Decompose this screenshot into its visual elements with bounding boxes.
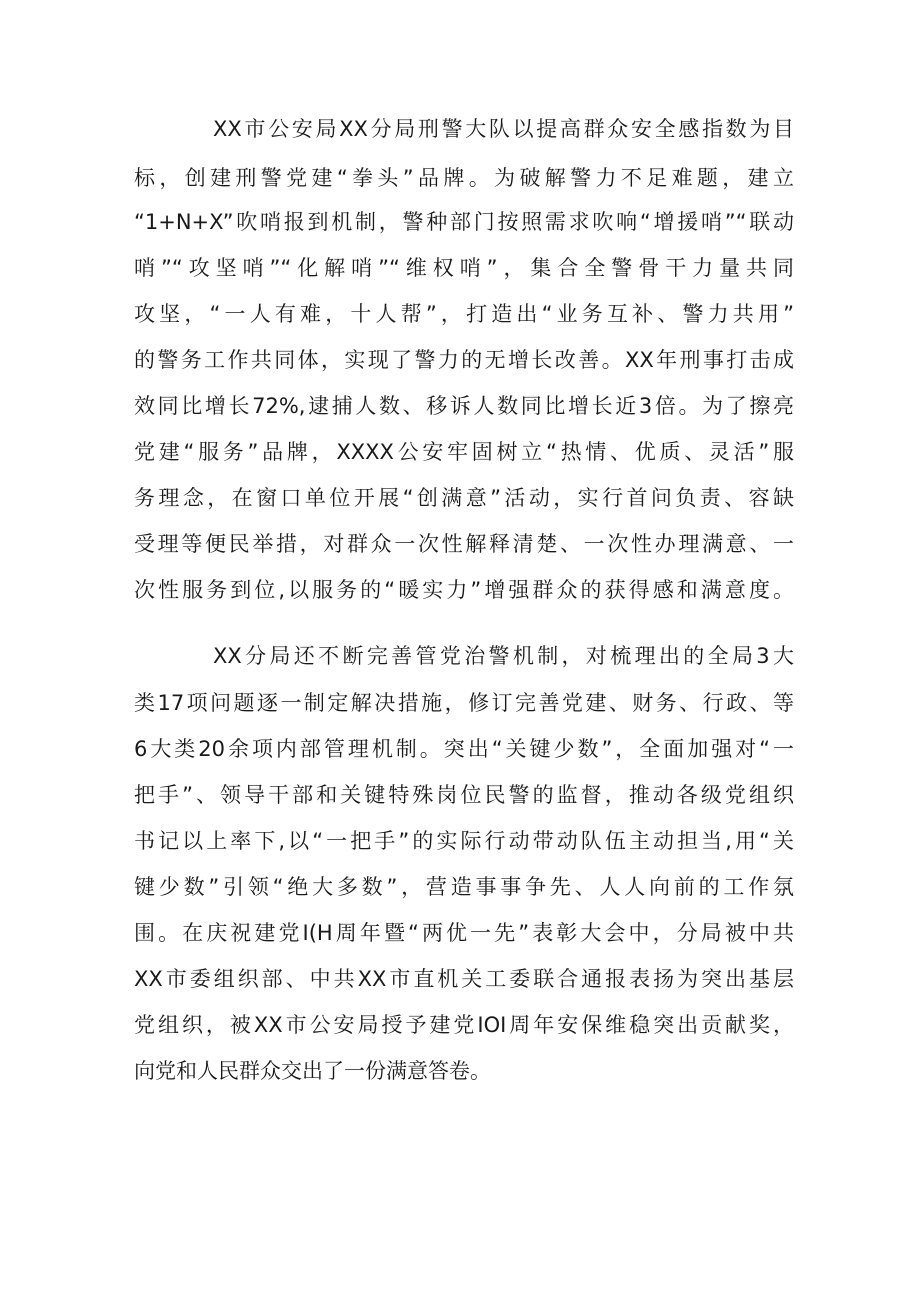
text-line: 标，创建刑警党建“拳头”品牌。为破解警力不足难题，建立 (134, 166, 794, 190)
text-line: 的警务工作共同体，实现了警力的无增长改善。XX年刑事打击成 (134, 348, 794, 372)
text-line: 党建“服务”品牌，XXXX公安牢固树立“热情、优质、灵活”服 (134, 440, 794, 464)
text-line: 攻坚，“一人有难，十人帮”，打造出“业务互补、警力共用” (134, 302, 794, 326)
text-line: 哨”“攻坚哨”“化解哨”“维权哨”，集合全警骨干力量共同 (134, 256, 794, 280)
text-line: “1+N+X”吹哨报到机制，警种部门按照需求吹响“增援哨”“联动 (134, 210, 794, 234)
text-line: 6大类20余项内部管理机制。突出“关键少数”，全面加强对“一 (134, 737, 794, 761)
text-line: 围。在庆祝建党I(H周年暨“两优一先”表彰大会中，分局被中共 (134, 921, 794, 945)
text-line: 效同比增长72%,逮捕人数、移诉人数同比增长近3倍。为了擦亮 (134, 394, 794, 418)
text-line: XX市委组织部、中共XX市直机关工委联合通报表扬为突出基层 (134, 967, 794, 991)
text-line: 次性服务到位,以服务的“暖实力”增强群众的获得感和满意度。 (134, 578, 794, 602)
text-line: XX市公安局XX分局刑警大队以提高群众安全感指数为目 (213, 117, 794, 141)
text-line: 党组织，被XX市公安局授予建党IOI周年安保维稳突出贡献奖， (134, 1013, 794, 1037)
text-line: 键少数”引领“绝大多数”，营造事事争先、人人向前的工作氛 (134, 875, 794, 899)
text-line: 向党和人民群众交出了一份满意答卷。 (134, 1059, 491, 1083)
text-line: 书记以上率下,以“一把手”的实际行动带动队伍主动担当,用“关 (134, 829, 794, 853)
text-line: 类17项问题逐一制定解决措施，修订完善党建、财务、行政、等 (134, 691, 794, 715)
text-line: XX分局还不断完善管党治警机制，对梳理出的全局3大 (213, 644, 794, 668)
text-line: 务理念，在窗口单位开展“创满意”活动，实行首问负责、容缺 (134, 486, 794, 510)
text-line: 把手”、领导干部和关键特殊岗位民警的监督，推动各级党组织 (134, 783, 794, 807)
text-line: 受理等便民举措，对群众一次性解释清楚、一次性办理满意、一 (134, 532, 794, 556)
